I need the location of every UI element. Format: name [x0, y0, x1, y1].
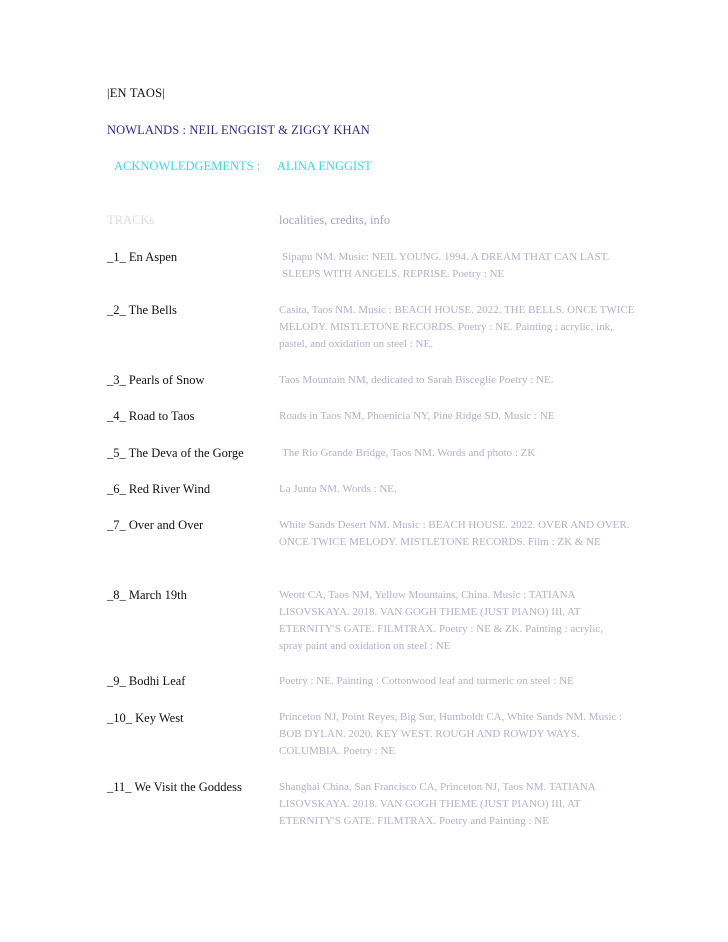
track-5-info: The Rio Grande Bridge, Taos NM. Words and photo : ZK	[282, 447, 536, 459]
track-6-info: La Junta NM. Words : NE.	[279, 483, 397, 495]
track-11-info: Shanghai China, San Francisco CA, Princeton NJ, Taos NM. TATIANA LISOVSKAYA. 2018. VAN GOGH THEME (JUST PIANO) III. AT ETERNITY'S GATE. FILMTRAX. Poetry and Painting : NE	[279, 781, 596, 827]
track-11-name: _11_ We Visit the Goddess	[107, 780, 242, 794]
track-9-info: Poetry : NE. Painting : Cottonwood leaf and turmeric on steel : NE	[279, 675, 574, 687]
authors-line: NOWLANDS : NEIL ENGGIST & ZIGGY KHAN	[107, 123, 370, 137]
track-7-info: White Sands Desert NM. Music : BEACH HOUSE. 2022. OVER AND OVER. ONCE TWICE MELODY. MISTLETONE RECORDS. Film : ZK & NE	[279, 519, 630, 548]
track-6-name: _6_ Red River Wind	[107, 482, 211, 496]
track-10-name: _10_ Key West	[107, 711, 184, 725]
track-2-name: _2_ The Bells	[107, 303, 177, 317]
info-column-header: localities, credits, info	[279, 213, 391, 227]
track-1-info: Sipapu NM. Music: NEIL YOUNG. 1994. A DREAM THAT CAN LAST. SLEEPS WITH ANGELS. REPRISE. Poetry : NE	[282, 251, 610, 280]
page-title: |EN TAOS|	[107, 86, 166, 100]
track-8-info: Weott CA, Taos NM, Yellow Mountains, China. Music : TATIANA LISOVSKAYA. 2018. VAN GOGH THEME (JUST PIANO) III. AT ETERNITY'S GATE. FILMTRAX. Poetry : NE & ZK. Painting : acrylic, spray paint and oxidation on steel : NE	[279, 589, 604, 652]
track-10-info: Princeton NJ, Point Reyes, Big Sur, Humboldt CA, White Sands NM. Music : BOB DYLAN. 2020. KEY WEST. ROUGH AND ROWDY WAYS. COLUMBIA. Poetry : NE	[279, 711, 623, 757]
track-9-name: _9_ Bodhi Leaf	[107, 674, 186, 688]
track-8-name: _8_ March 19th	[107, 588, 187, 602]
acknowledgements-name: ALINA ENGGIST	[277, 159, 372, 173]
track-5-name: _5_ The Deva of the Gorge	[107, 446, 244, 460]
track-4-name: _4_ Road to Taos	[107, 409, 195, 423]
track-4-info: Roads in Taos NM, Phoenicia NY, Pine Ridge SD. Music : NE	[279, 410, 555, 422]
track-7-name: _7_ Over and Over	[107, 518, 204, 532]
track-3-info: Taos Mountain NM, dedicated to Sarah Bisceglie Poetry : NE.	[279, 374, 554, 386]
track-2-info: Casita, Taos NM. Music : BEACH HOUSE. 2022. THE BELLS. ONCE TWICE MELODY. MISTLETONE RECORDS. Poetry : NE. Painting : acrylic, ink, pastel, and oxidation on steel : NE.	[279, 304, 635, 350]
acknowledgements-label: ACKNOWLEDGEMENTS :	[114, 159, 261, 173]
track-3-name: _3_ Pearls of Snow	[107, 373, 205, 387]
track-1-name: _1_ En Aspen	[107, 250, 178, 264]
tracks-column-header: TRACKs	[107, 213, 155, 227]
